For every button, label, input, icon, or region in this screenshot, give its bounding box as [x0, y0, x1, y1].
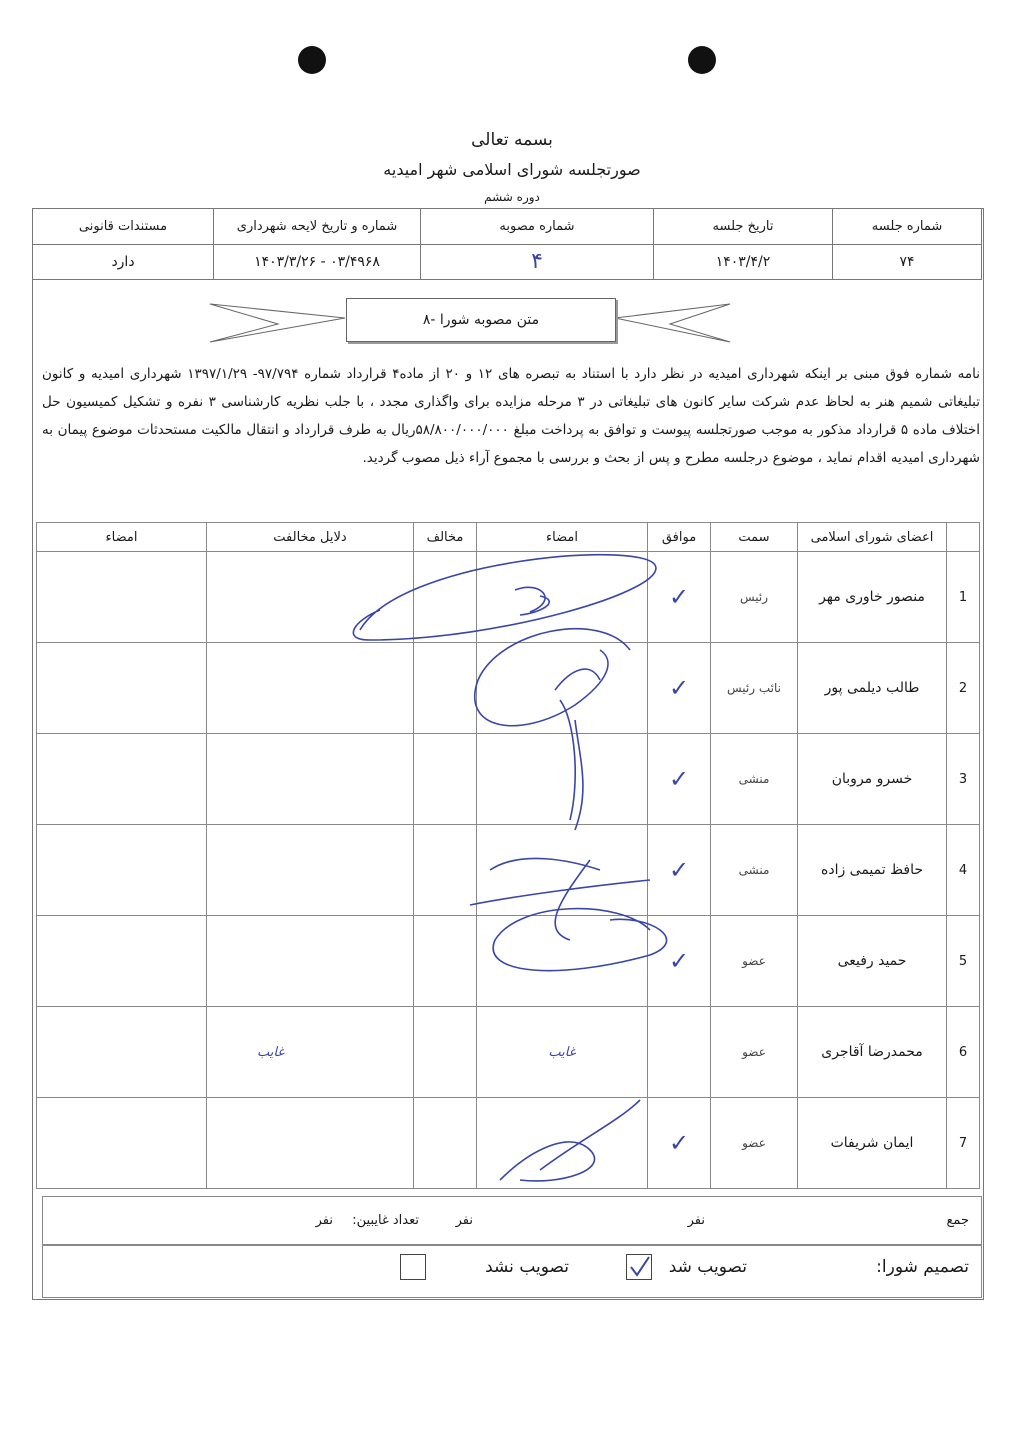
summary-row: [42, 1196, 982, 1246]
page-title: صورتجلسه شورای اسلامی شهر امیدیه: [383, 160, 641, 179]
row-number: 6: [947, 1007, 980, 1098]
reasons-cell: [207, 916, 414, 1007]
oppose-cell: [414, 643, 477, 734]
member-role: منشی: [711, 825, 798, 916]
member-name: طالب دیلمی پور: [798, 643, 947, 734]
decision-label: تصمیم شورا:: [876, 1257, 969, 1277]
check-icon: [627, 1255, 651, 1279]
col-reasons: دلایل مخالفت: [207, 523, 414, 552]
member-role: منشی: [711, 734, 798, 825]
row-number: 4: [947, 825, 980, 916]
header-legal-docs: مستندات قانونی: [33, 209, 214, 245]
col-oppose: مخالف: [414, 523, 477, 552]
member-role: عضو: [711, 916, 798, 1007]
row-number: 7: [947, 1098, 980, 1189]
absent-note-reasons: غایب: [207, 1007, 414, 1098]
value-resolution-number: ۴: [421, 244, 654, 280]
reasons-cell: [207, 643, 414, 734]
approved-checkbox[interactable]: [626, 1254, 652, 1280]
member-name: خسرو مروبان: [798, 734, 947, 825]
agree-mark: ✓: [648, 734, 711, 825]
member-name: محمدرضا آقاجری: [798, 1007, 947, 1098]
signature-2-cell: [37, 552, 207, 643]
signature-cell: [477, 916, 648, 1007]
total-label: جمع: [946, 1213, 969, 1228]
signature-2-cell: [37, 1007, 207, 1098]
member-name: حافظ تمیمی زاده: [798, 825, 947, 916]
col-agree: موافق: [648, 523, 711, 552]
signature-2-cell: [37, 916, 207, 1007]
table-row: [37, 916, 980, 1007]
member-name: حمید رفیعی: [798, 916, 947, 1007]
oppose-cell: [414, 734, 477, 825]
table-row: [37, 1098, 980, 1189]
total-unit-oppose: نفر: [455, 1213, 473, 1228]
row-number: 5: [947, 916, 980, 1007]
agree-mark: [648, 1007, 711, 1098]
table-row: [37, 1007, 980, 1098]
oppose-cell: [414, 916, 477, 1007]
table-row: [37, 643, 980, 734]
absent-note-signature: غایب: [477, 1007, 648, 1098]
agree-mark: ✓: [648, 916, 711, 1007]
header-bill-number: شماره و تاریخ لایحه شهرداری: [214, 209, 421, 245]
reasons-cell: [207, 1098, 414, 1189]
member-name: منصور خاوری مهر: [798, 552, 947, 643]
col-signature: امضاء: [477, 523, 648, 552]
total-unit-agree: نفر: [687, 1213, 705, 1228]
header-session-date: تاریخ جلسه: [654, 209, 833, 245]
signature-2-cell: [37, 1098, 207, 1189]
member-role: عضو: [711, 1007, 798, 1098]
table-row: [37, 825, 980, 916]
reasons-cell: [207, 825, 414, 916]
members-table: [36, 522, 980, 1189]
value-session-number: ۷۴: [833, 244, 982, 280]
col-members: اعضای شورای اسلامی: [798, 523, 947, 552]
table-row: [37, 734, 980, 825]
member-role: عضو: [711, 1098, 798, 1189]
header-resolution-number: شماره مصوبه: [421, 209, 654, 245]
oppose-cell: [414, 1007, 477, 1098]
agree-mark: ✓: [648, 552, 711, 643]
header-session-number: شماره جلسه: [833, 209, 982, 245]
resolution-text: نامه شماره فوق مبنی بر اینکه شهرداری امیدیه در نظر دارد با استناد به تبصره های ۱۲ و ۲۰ از ماده۴ قرارداد شماره ۹۷/۷۹۴- ۱۳۹۷/۱/۲۹ شهرداری امیدیه و کانون تبلیغاتی شمیم هنر به لحاظ عدم شرکت سایر کانون های تبلیغاتی در ۳ مرحله مزایده برای واگذاری مجدد ، با جلب نظریه کارشناسی ۳ نفره و تشکیل کمیسیون حل اختلاف ماده ۵ قرارداد مذکور به موجب صورتجلسه پیوست و توافق به پرداخت مبلغ ۵۸/۸۰۰/۰۰۰/۰۰۰ریال به طرف قرارداد و انتقال مالکیت مستحدثات موضوع پیمان به شهرداری امیدیه اقدام نماید ، موضوع درجلسه مطرح و پس از بحث و بررسی با مجموع آراء ذیل مصوب گردید.: [42, 366, 980, 466]
invocation: بسمه تعالی: [471, 130, 553, 150]
signature-cell: [477, 734, 648, 825]
value-session-date: ۱۴۰۳/۴/۲: [654, 244, 833, 280]
signature-2-cell: [37, 734, 207, 825]
signature-cell: [477, 825, 648, 916]
term-label: دوره ششم: [484, 190, 540, 204]
row-number: 1: [947, 552, 980, 643]
col-number: [947, 523, 980, 552]
signature-cell: [477, 1098, 648, 1189]
signature-cell: [477, 643, 648, 734]
row-number: 3: [947, 734, 980, 825]
rejected-label: تصویب نشد: [485, 1257, 569, 1277]
signature-2-cell: [37, 825, 207, 916]
reasons-cell: [207, 552, 414, 643]
agree-mark: ✓: [648, 1098, 711, 1189]
signature-cell: [477, 552, 648, 643]
member-role: رئیس: [711, 552, 798, 643]
member-name: ایمان شریفات: [798, 1098, 947, 1189]
value-legal-docs: دارد: [33, 244, 214, 280]
value-bill-number: ۱۴۰۳/۳/۲۶ - ۰۳/۴۹۶۸: [214, 244, 421, 280]
decision-row: [42, 1244, 982, 1298]
col-signature-2: امضاء: [37, 523, 207, 552]
punch-hole-left: [298, 46, 326, 74]
absent-count-unit: نفر: [315, 1213, 333, 1228]
oppose-cell: [414, 825, 477, 916]
reasons-cell: [207, 734, 414, 825]
punch-hole-right: [688, 46, 716, 74]
col-position: سمت: [711, 523, 798, 552]
resolution-banner: ۸- متن مصوبه شورا: [346, 298, 616, 342]
agree-mark: ✓: [648, 643, 711, 734]
oppose-cell: [414, 552, 477, 643]
rejected-checkbox[interactable]: [400, 1254, 426, 1280]
member-role: نائب رئیس: [711, 643, 798, 734]
row-number: 2: [947, 643, 980, 734]
table-row: [37, 552, 980, 643]
approved-label: تصویب شد: [668, 1257, 747, 1277]
oppose-cell: [414, 1098, 477, 1189]
info-table: [32, 208, 982, 280]
absent-count-label: تعداد غایبین:: [352, 1213, 419, 1228]
agree-mark: ✓: [648, 825, 711, 916]
signature-2-cell: [37, 643, 207, 734]
